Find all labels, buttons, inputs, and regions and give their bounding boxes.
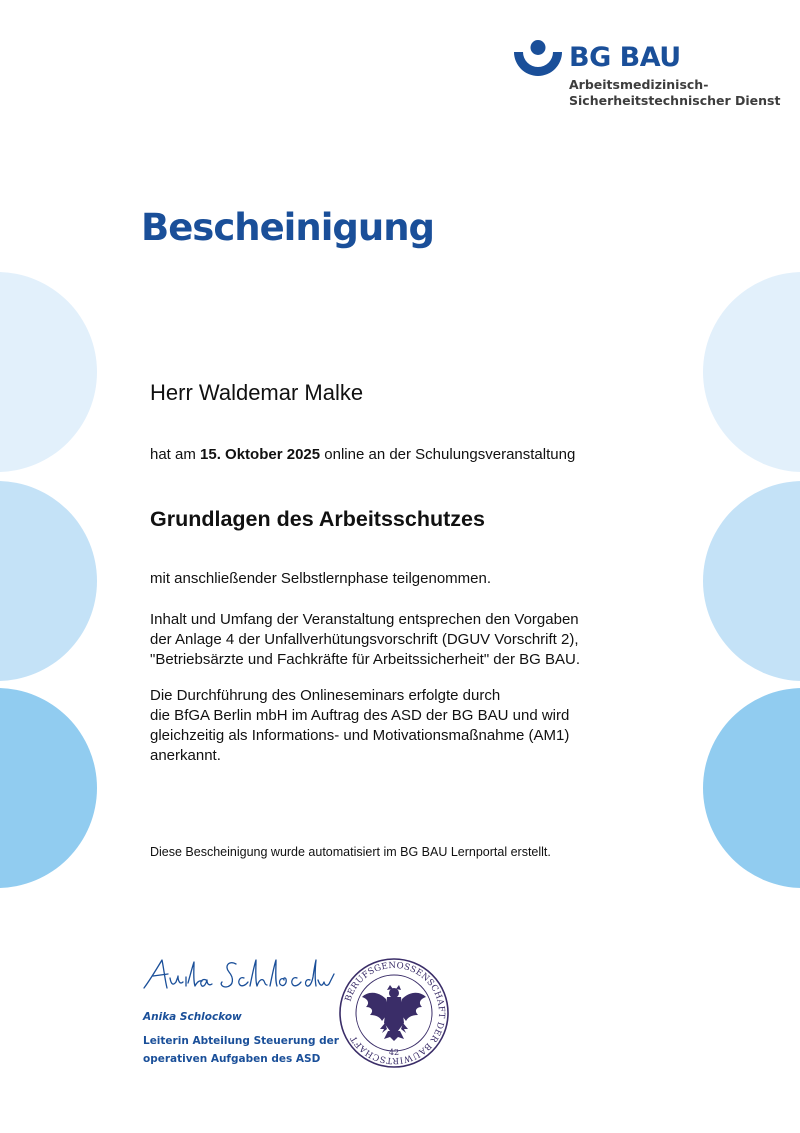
seal-text: BERUFSGENOSSENSCHAFT DER BAUWIRTSCHAFT [343, 960, 447, 1066]
logo-name: BG BAU [569, 42, 681, 73]
handwritten-signature [140, 950, 340, 998]
seal-number: 42 [388, 1048, 400, 1057]
paragraph-line: "Betriebsärzte und Fachkräfte für Arbeitssicherheit" der BG BAU. [150, 651, 581, 668]
signer-role-line2: operativen Aufgaben des ASD [143, 1053, 321, 1065]
decor-circle-right-1 [703, 272, 800, 472]
signer-name: Anika Schlockow [143, 1011, 242, 1023]
logo-subtitle-line1: Arbeitsmedizinisch- [569, 77, 709, 92]
paragraph-line: anerkannt. [150, 747, 221, 764]
paragraph-line: Inhalt und Umfang der Veranstaltung entsprechen den Vorgaben [150, 611, 579, 628]
completion-sentence: mit anschließender Selbstlernphase teilgenommen. [150, 570, 492, 587]
auto-generated-note: Diese Bescheinigung wurde automatisiert im BG BAU Lernportal erstellt. [150, 845, 551, 859]
decor-circle-right-2 [703, 481, 800, 681]
decor-circle-left-1 [0, 272, 97, 472]
content-paragraph-1 [150, 610, 580, 670]
official-seal [338, 957, 450, 1069]
eagle-icon [362, 985, 426, 1041]
bg-bau-logo-icon [514, 40, 562, 76]
decor-circle-left-3 [0, 688, 97, 888]
decor-circle-right-3 [703, 688, 800, 888]
logo-subtitle-line2: Sicherheitstechnischer Dienst [569, 93, 781, 108]
bg-bau-logo [514, 40, 781, 110]
intro-before: hat am [150, 446, 201, 463]
content-paragraph-2 [150, 686, 569, 766]
logo-subtitle [569, 77, 780, 109]
paragraph-line: Die Durchführung des Onlineseminars erfolgte durch [150, 687, 501, 704]
intro-sentence [150, 446, 575, 464]
intro-after: online an der Schulungsveranstaltung [320, 446, 576, 463]
recipient-name: Herr Waldemar Malke [150, 380, 364, 405]
signer-role-line1: Leiterin Abteilung Steuerung der [143, 1035, 339, 1047]
event-date: 15. Oktober 2025 [200, 446, 321, 463]
document-title: Bescheinigung [141, 206, 435, 249]
paragraph-line: der Anlage 4 der Unfallverhütungsvorschrift (DGUV Vorschrift 2), [150, 631, 579, 648]
course-title: Grundlagen des Arbeitsschutzes [150, 507, 485, 531]
decor-circle-left-2 [0, 481, 97, 681]
paragraph-line: gleichzeitig als Informations- und Motivationsmaßnahme (AM1) [150, 727, 570, 744]
paragraph-line: die BfGA Berlin mbH im Auftrag des ASD der BG BAU und wird [150, 707, 570, 724]
signer-role [143, 1032, 339, 1068]
